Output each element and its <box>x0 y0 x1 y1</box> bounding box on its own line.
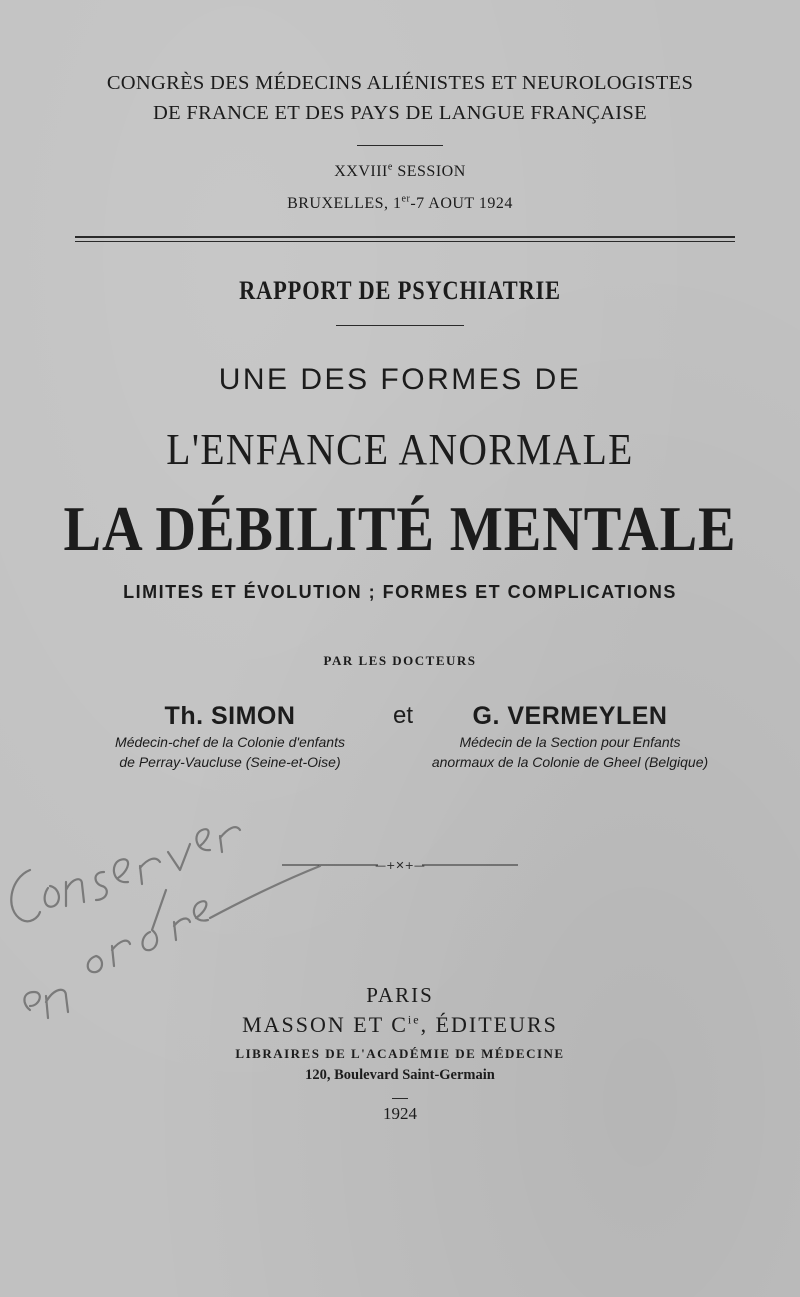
publisher-city: PARIS <box>366 983 434 1007</box>
year-dash <box>392 1098 408 1099</box>
place-date-line <box>0 195 800 213</box>
authors-intro: PAR LES DOCTEURS <box>323 653 477 668</box>
svg-text:—+✕+—: —+✕+— <box>375 859 425 872</box>
double-rule-bottom <box>75 241 735 242</box>
authors-conjunction: et <box>392 702 413 729</box>
congress-line-2: DE FRANCE ET DES PAYS DE LANGUE FRANÇAISE <box>153 102 647 124</box>
title-line-une: UNE DES FORMES DE <box>218 363 582 396</box>
publication-year: 1924 <box>383 1104 417 1123</box>
session-number: XXVIII <box>334 163 388 180</box>
publisher-name-pre: MASSON ET C <box>242 1012 408 1037</box>
place-pre: BRUXELLES, 1 <box>287 195 402 212</box>
publisher-name-post: , ÉDITEURS <box>420 1012 558 1037</box>
short-divider-middle <box>336 325 464 326</box>
publisher-name-sup: ie <box>407 1012 421 1027</box>
publisher-libraires: LIBRAIRES DE L'ACADÉMIE DE MÉDECINE <box>235 1046 565 1061</box>
author-right-name: G. VERMEYLEN <box>472 702 668 730</box>
place-post: -7 AOUT 1924 <box>410 195 513 212</box>
report-heading: RAPPORT DE PSYCHIATRIE <box>239 276 561 305</box>
publisher-name <box>0 1012 800 1038</box>
session-line <box>0 163 800 181</box>
author-left-affiliation-1: Médecin-chef de la Colonie d'enfants <box>115 734 345 750</box>
main-title: LA DÉBILITÉ MENTALE <box>63 493 737 564</box>
congress-line-1: CONGRÈS DES MÉDECINS ALIÉNISTES ET NEUROLOGISTES <box>106 72 694 94</box>
subtitle: LIMITES ET ÉVOLUTION ; FORMES ET COMPLICATIONS <box>123 582 677 602</box>
place-sup: er <box>401 193 411 205</box>
author-right-affiliation-2: anormaux de la Colonie de Gheel (Belgique) <box>431 754 709 770</box>
title-line-enfance: L'ENFANCE ANORMALE <box>166 425 634 474</box>
double-rule-top <box>75 236 735 238</box>
author-left-name: Th. SIMON <box>164 702 296 730</box>
author-right <box>405 700 735 772</box>
session-sup: e <box>387 161 393 173</box>
session-word: SESSION <box>392 163 466 180</box>
publisher-address: 120, Boulevard Saint-Germain <box>305 1067 495 1083</box>
author-right-affiliation-1: Médecin de la Section pour Enfants <box>459 734 681 750</box>
author-left-affiliation-2: de Perray-Vaucluse (Seine-et-Oise) <box>119 754 341 770</box>
short-divider-top <box>357 145 443 146</box>
